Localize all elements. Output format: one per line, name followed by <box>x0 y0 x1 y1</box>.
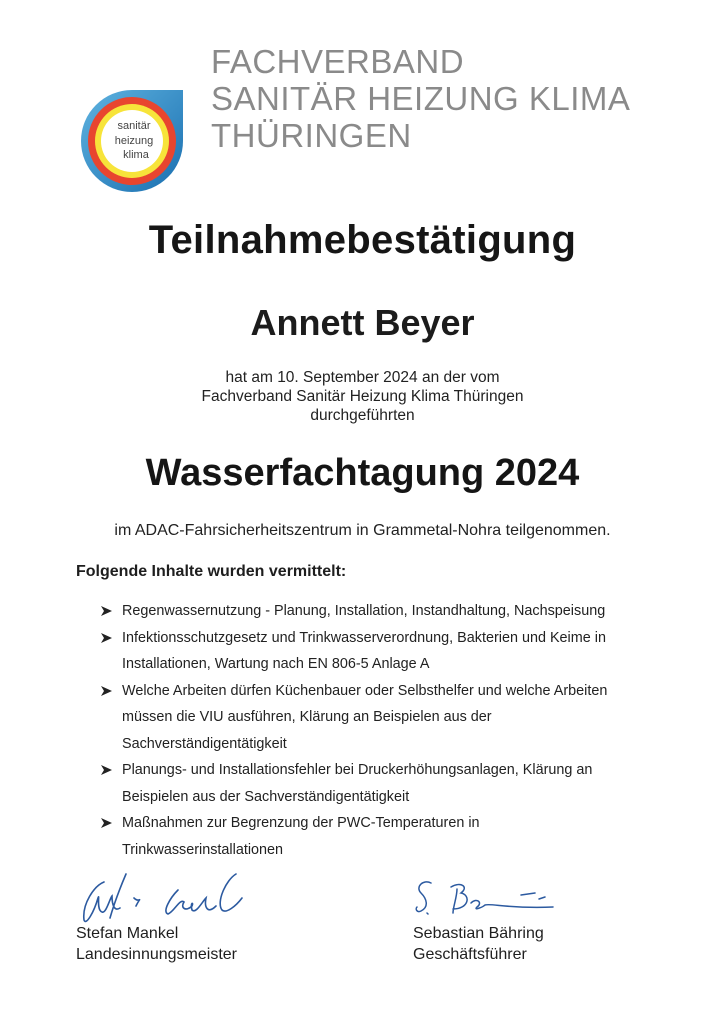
arrow-bullet-icon <box>100 685 113 697</box>
statement-line: hat am 10. September 2024 an der vom <box>225 369 500 386</box>
signatory-name: Stefan Mankel <box>76 925 179 942</box>
topic-item: Regenwassernutzung - Planung, Installation, Instandhaltung, Nachspeisung <box>98 598 658 625</box>
arrow-bullet-icon <box>100 632 113 644</box>
topic-item: Infektionsschutzgesetz und Trinkwasserverordnung, Bakterien und Keime in Installationen, Wartung nach EN 806-5 Anlage A <box>98 625 658 678</box>
organization-name <box>211 43 630 154</box>
participation-statement <box>0 368 725 425</box>
event-location: im ADAC-Fahrsicherheitszentrum in Grammetal-Nohra teilgenommen. <box>114 522 611 539</box>
signatory-role: Landesinnungsmeister <box>76 946 237 963</box>
topic-item: Maßnahmen zur Begrenzung der PWC-Temperaturen in Trinkwasserinstallationen <box>98 810 658 863</box>
svg-text:sanitär: sanitär <box>117 120 151 132</box>
topic-item: Planungs- und Installationsfehler bei Druckerhöhungsanlagen, Klärung an Beispielen aus der Sachverständigentätigkeit <box>98 757 658 810</box>
statement-line: durchgeführten <box>310 407 415 424</box>
arrow-bullet-icon <box>100 605 113 617</box>
signatory-role: Geschäftsführer <box>413 946 527 963</box>
handwritten-signature-icon <box>413 875 563 925</box>
arrow-bullet-icon <box>100 817 113 829</box>
arrow-bullet-icon <box>100 764 113 776</box>
logo-drop-icon <box>79 88 185 194</box>
participant-name: Annett Beyer <box>250 302 475 343</box>
signatory-name: Sebastian Bähring <box>413 925 544 942</box>
association-logo <box>79 88 185 194</box>
topic-item: Welche Arbeiten dürfen Küchenbauer oder Selbsthelfer und welche Arbeiten müssen die VIU ausführen, Klärung an Beispielen aus der Sachverständigentätigkeit <box>98 678 658 758</box>
org-line-3: THÜRINGEN <box>211 117 412 154</box>
statement-line: Fachverband Sanitär Heizung Klima Thüringen <box>201 388 524 405</box>
org-line-2: SANITÄR HEIZUNG KLIMA <box>211 80 631 117</box>
document-title: Teilnahmebestätigung <box>148 218 577 262</box>
org-line-1: FACHVERBAND <box>211 43 465 80</box>
signature-block-right <box>413 923 544 965</box>
topics-list <box>98 598 658 863</box>
svg-text:heizung: heizung <box>114 135 154 147</box>
handwritten-signature-icon <box>76 868 246 928</box>
event-title: Wasserfachtagung 2024 <box>145 452 580 494</box>
signature-block-left <box>76 923 237 965</box>
topics-heading: Folgende Inhalte wurden vermittelt: <box>76 563 347 580</box>
svg-text:klima: klima <box>123 149 149 161</box>
